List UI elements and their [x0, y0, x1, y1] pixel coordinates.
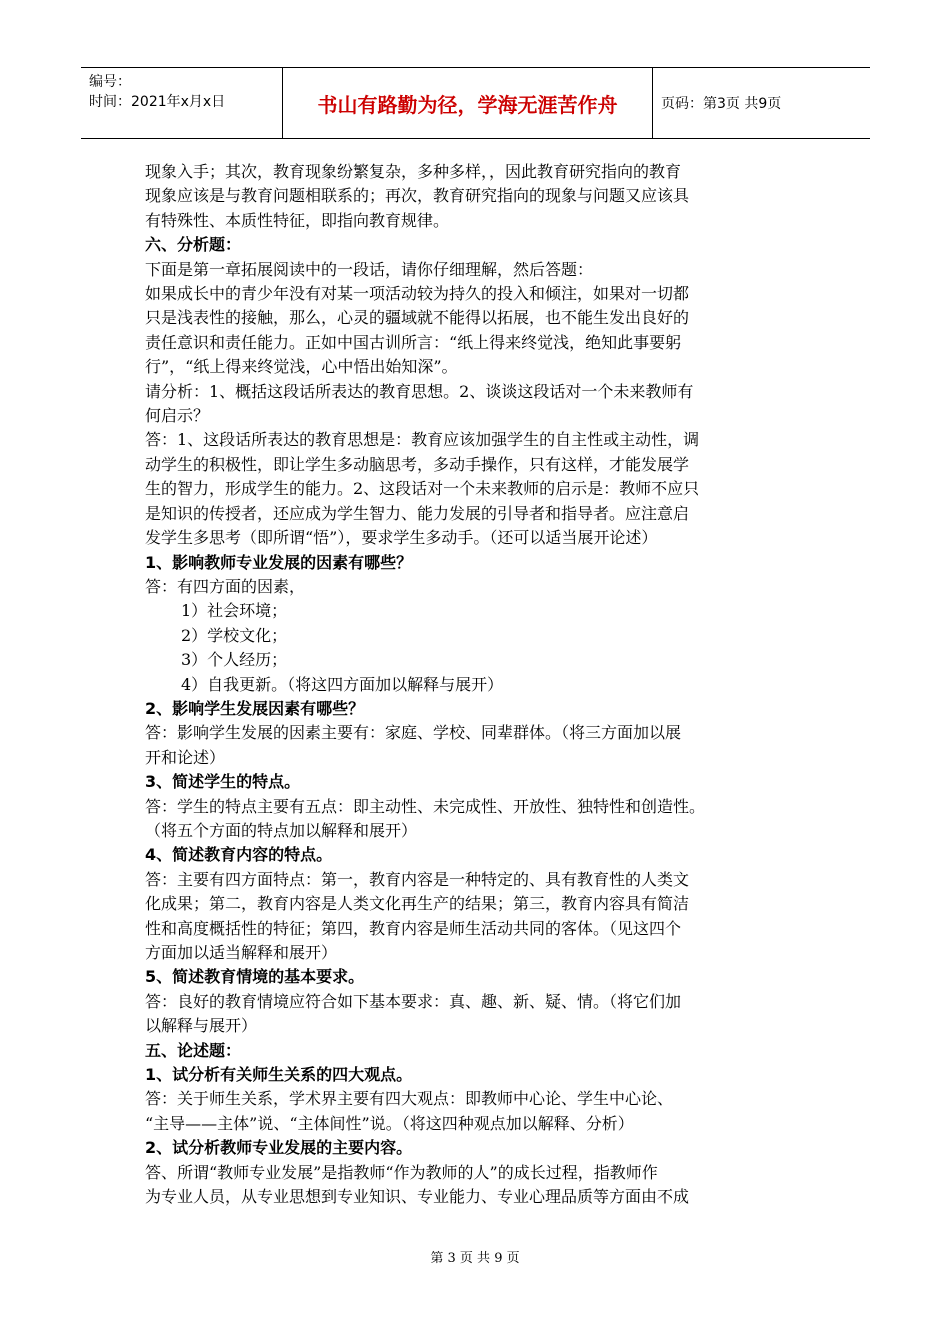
text-line: 开和论述） — [145, 747, 226, 767]
text-line: 1）社会环境； — [181, 601, 288, 621]
text-line: 请分析：1、概括这段话所表达的教育思想。2、谈谈这段话对一个未来教师有 — [145, 381, 694, 401]
text-line: 下面是第一章拓展阅读中的一段话，请你仔细理解，然后答题： — [145, 259, 594, 279]
text-line: 以解释与展开） — [145, 1016, 258, 1036]
text-line: 答：有四方面的因素， — [145, 576, 306, 596]
page-footer: 第 3 页 共 9 页 — [430, 1251, 520, 1266]
text-line: 答：良好的教育情境应符合如下基本要求：真、趣、新、疑、情。（将它们加 — [145, 991, 682, 1011]
header-meta — [81, 68, 283, 138]
text-line: 答：主要有四方面特点：第一，教育内容是一种特定的、具有教育性的人类文 — [145, 869, 690, 889]
text-line: 生的智力，形成学生的能力。2、这段话对一个未来教师的启示是：教师不应只 — [145, 479, 700, 499]
page-header — [81, 67, 870, 139]
header-motto: 书山有路勤为径，学海无涯苦作舟 — [283, 68, 653, 138]
text-line: 行”，“纸上得来终觉浅，心中悟出始知深”。 — [145, 357, 458, 377]
text-line: 只是浅表性的接触，那么，心灵的疆域就不能得以拓展，也不能生发出良好的 — [145, 308, 690, 328]
section-heading: 五、论述题： — [145, 1040, 242, 1060]
text-line: 性和高度概括性的特征；第四，教育内容是师生活动共同的客体。（见这四个 — [145, 918, 682, 938]
text-line: 发学生多思考（即所谓“悟”），要求学生多动手。（还可以适当展开论述） — [145, 528, 658, 548]
text-line: 答：影响学生发展的因素主要有：家庭、学校、同辈群体。（将三方面加以展 — [145, 723, 682, 743]
text-line: 为专业人员，从专业思想到专业知识、专业能力、专业心理品质等方面由不成 — [145, 1187, 690, 1207]
section-heading: 2、试分析教师专业发展的主要内容。 — [145, 1138, 413, 1158]
text-line: 现象入手；其次，教育现象纷繁复杂，多种多样，，因此教育研究指向的教育 — [145, 162, 682, 181]
header-page-info: 页码：第3页 共9页 — [661, 96, 782, 112]
text-line: 答：学生的特点主要有五点：即主动性、未完成性、开放性、独特性和创造性。 — [145, 796, 706, 816]
section-heading: 3、简述学生的特点。 — [145, 772, 301, 792]
text-line: 如果成长中的青少年没有对某一项活动较为持久的投入和倾注，如果对一切都 — [145, 284, 690, 304]
text-line: 动学生的积极性，即让学生多动脑思考，多动手操作，只有这样，才能发展学 — [145, 454, 690, 474]
text-line: 答：1、这段话所表达的教育思想是：教育应该加强学生的自主性或主动性，调 — [145, 430, 700, 450]
section-heading: 4、简述教育内容的特点。 — [145, 845, 333, 865]
serial-number-label: 编号： — [89, 74, 131, 90]
text-line: 责任意识和责任能力。正如中国古训所言：“纸上得来终觉浅，绝知此事要躬 — [145, 332, 682, 352]
text-line: 现象应该是与教育问题相联系的；再次，教育研究指向的现象与问题又应该具 — [145, 186, 690, 206]
section-heading: 1、试分析有关师生关系的四大观点。 — [145, 1065, 413, 1085]
section-heading: 六、分析题： — [145, 235, 242, 255]
text-line: 4）自我更新。（将这四方面加以解释与展开） — [181, 674, 504, 694]
text-line: 化成果；第二，教育内容是人类文化再生产的结果；第三，教育内容具有简洁 — [145, 894, 690, 914]
section-heading: 2、影响学生发展因素有哪些？ — [145, 698, 365, 718]
section-heading: 5、简述教育情境的基本要求。 — [145, 967, 365, 987]
text-line: 是知识的传授者，还应成为学生智力、能力发展的引导者和指导者。应注意启 — [145, 503, 690, 523]
text-line: 3）个人经历； — [181, 650, 288, 670]
text-line: （将五个方面的特点加以解释和展开） — [145, 820, 418, 840]
date-label: 时间：2021年x月x日 — [89, 94, 226, 110]
section-heading: 1、影响教师专业发展的因素有哪些？ — [145, 552, 413, 572]
text-line: 何启示？ — [145, 406, 210, 426]
text-line: 答：关于师生关系，学术界主要有四大观点：即教师中心论、学生中心论、 — [145, 1089, 674, 1109]
text-line: 有特殊性、本质性特征，即指向教育规律。 — [145, 210, 450, 230]
text-line: 方面加以适当解释和展开） — [145, 943, 338, 962]
text-line: “主导——主体”说、“主体间性”说。（将这四种观点加以解释、分析） — [145, 1113, 634, 1133]
document-body — [145, 160, 815, 1209]
text-line: 2）学校文化； — [181, 625, 288, 645]
text-line: 答、所谓“教师专业发展”是指教师“作为教师的人”的成长过程，指教师作 — [145, 1162, 658, 1182]
